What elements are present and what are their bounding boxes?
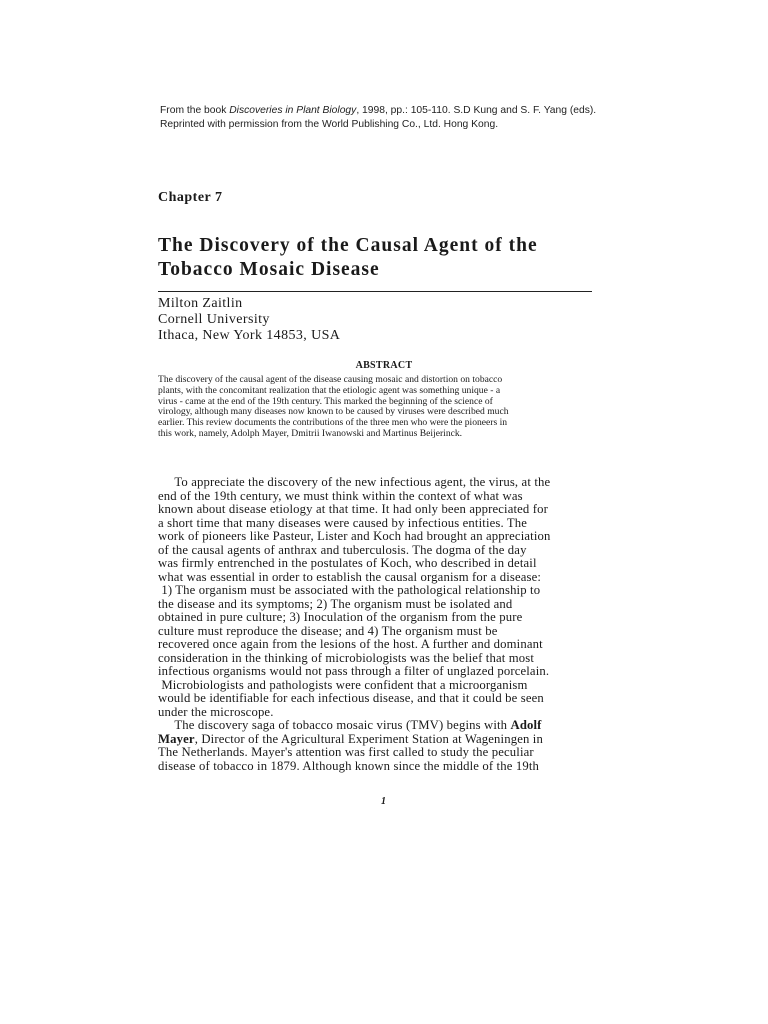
body-line-text: The discovery saga of tobacco mosaic virus (TMV) begins with (158, 718, 511, 732)
title-divider (158, 291, 592, 292)
author-name: Milton Zaitlin (158, 296, 243, 311)
body-line: disease of tobacco in 1879. Although known since the middle of the 19th (158, 758, 539, 773)
body-line: To appreciate the discovery of the new infectious agent, the virus, at the (158, 475, 551, 489)
body-line: obtained in pure culture; 3) Inoculation of the organism from the pure (158, 610, 523, 624)
title-line: The Discovery of the Causal Agent of the (158, 235, 538, 256)
abstract-line: virology, although many diseases now known to be caused by viruses were described much (158, 406, 509, 418)
body-bold-name: Mayer (158, 731, 195, 746)
author-address: Ithaca, New York 14853, USA (158, 328, 341, 343)
body-line: under the microscope. (158, 704, 274, 719)
body-line: a short time that many diseases were caused by infectious entities. The (158, 515, 528, 530)
abstract-line: earlier. This review documents the contributions of the three men who were the pioneers in (158, 417, 508, 429)
source-line-1 (160, 104, 630, 118)
source-line-2: Reprinted with permission from the World Publishing Co., Ltd. Hong Kong. (160, 119, 499, 130)
body-line: would be identifiable for each infectious disease, and that it could be seen (158, 691, 544, 705)
body-line (158, 733, 610, 747)
body-line: was firmly entrenched in the postulates of Koch, who described in detail (158, 556, 537, 570)
body-line: consideration in the thinking of microbiologists was the belief that most (158, 650, 535, 665)
source-suffix: , 1998, pp.: 105-110. S.D Kung and S. F. Yang (eds). (356, 105, 597, 116)
body-text (158, 476, 610, 773)
abstract-line: plants, with the concomitant realization that the etiologic agent was something unique - a (158, 384, 501, 396)
body-line: The Netherlands. Mayer's attention was first called to study the peculiar (158, 745, 534, 759)
page-number: 1 (381, 796, 386, 807)
abstract-text (158, 375, 610, 440)
source-prefix: From the book (160, 105, 230, 116)
body-line: the disease and its symptoms; 2) The organism must be isolated and (158, 596, 513, 611)
body-line: known about disease etiology at that time. It had only been appreciated for (158, 502, 548, 516)
abstract-heading: ABSTRACT (355, 360, 413, 371)
author-affiliation: Cornell University (158, 312, 270, 327)
body-line: culture must reproduce the disease; and 4) The organism must be (158, 623, 498, 638)
title-line: Tobacco Mosaic Disease (158, 259, 380, 280)
body-line: work of pioneers like Pasteur, Lister and Koch had brought an appreciation (158, 529, 551, 543)
body-line: what was essential in order to establish the causal organism for a disease: (158, 569, 542, 584)
source-citation (160, 104, 630, 132)
article-title (158, 234, 608, 282)
body-line: infectious organisms would not pass through a filter of unglazed porcelain. (158, 664, 550, 678)
body-line (158, 719, 610, 733)
body-bold-name: Adolf (510, 718, 542, 732)
body-line: end of the 19th century, we must think within the context of what was (158, 488, 523, 503)
abstract-line: this work, namely, Adolph Mayer, Dmitrii Iwanowski and Martinus Beijerinck. (158, 427, 463, 439)
body-line: Microbiologists and pathologists were confident that a microorganism (158, 677, 528, 692)
body-line: 1) The organism must be associated with the pathological relationship to (158, 583, 541, 597)
body-line: recovered once again from the lesions of the host. A further and dominant (158, 637, 543, 651)
abstract-line: The discovery of the causal agent of the disease causing mosaic and distortion on tobacco (158, 374, 503, 385)
abstract-line: virus - came at the end of the 19th century. This marked the beginning of the science of (158, 395, 493, 407)
author-block (158, 296, 340, 344)
chapter-label: Chapter 7 (158, 190, 223, 205)
source-book-title: Discoveries in Plant Biology (229, 105, 357, 116)
body-line: of the causal agents of anthrax and tuberculosis. The dogma of the day (158, 542, 527, 557)
body-line-text: , Director of the Agricultural Experiment Station at Wageningen in (194, 731, 543, 746)
